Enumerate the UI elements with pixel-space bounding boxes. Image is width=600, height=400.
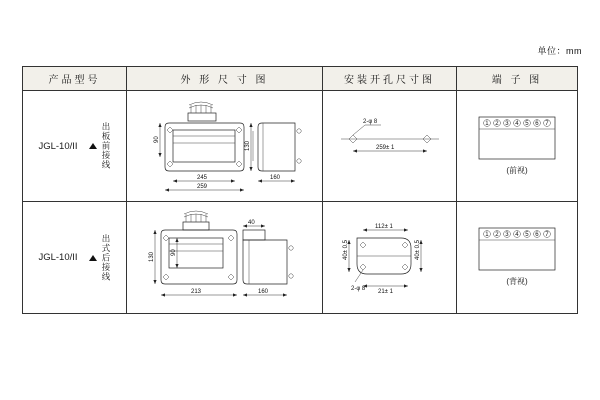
svg-text:2: 2	[495, 232, 499, 239]
header-cell-cutout	[323, 67, 457, 90]
svg-text:3: 3	[505, 121, 509, 128]
svg-text:6: 6	[535, 232, 539, 239]
svg-text:112± 1: 112± 1	[375, 224, 393, 230]
triangle-icon	[89, 255, 97, 261]
svg-text:1: 1	[485, 232, 489, 239]
svg-text:7: 7	[545, 121, 549, 128]
svg-text:6: 6	[535, 121, 539, 128]
header-outline-label: 外 形 尺 寸 图	[180, 75, 269, 86]
svg-text:213: 213	[191, 289, 202, 295]
header-model-label: 产品型号	[48, 75, 101, 86]
row1-cutout-cell	[323, 91, 457, 201]
row2-cutout-cell	[323, 202, 457, 313]
header-cell-terminal	[457, 67, 577, 90]
svg-text:90: 90	[154, 136, 160, 143]
triangle-icon	[89, 143, 97, 149]
row1-outline-cell	[127, 91, 323, 201]
svg-text:130: 130	[245, 140, 251, 151]
row1-mount-label: 出板前接线	[101, 122, 111, 170]
spec-table	[22, 66, 578, 314]
table-row	[23, 202, 577, 313]
row1-terminal-drawing	[457, 91, 577, 201]
svg-text:5: 5	[525, 121, 529, 128]
row2-terminal-cell	[457, 202, 577, 313]
svg-text:40± 0.5: 40± 0.5	[343, 240, 349, 260]
svg-text:5: 5	[525, 232, 529, 239]
row2-terminal-drawing	[457, 202, 577, 313]
row2-mount-label: 出式后接线	[101, 233, 111, 282]
row1-model-text: JGL-10/II	[38, 140, 78, 152]
row1-terminal-caption: (前视)	[506, 166, 528, 175]
svg-text:130: 130	[149, 251, 155, 262]
svg-text:7: 7	[545, 232, 549, 239]
row1-outline-drawing	[127, 91, 322, 201]
row2-model-wrap	[23, 202, 126, 313]
svg-text:2: 2	[495, 121, 499, 128]
row2-outline-drawing	[127, 202, 322, 313]
row2-cutout-drawing	[323, 202, 456, 313]
row1-cutout-drawing	[323, 91, 456, 201]
header-terminal-label: 端 子 图	[491, 75, 543, 86]
svg-text:259± 1: 259± 1	[376, 145, 395, 151]
svg-text:4: 4	[515, 232, 519, 239]
table-header-row	[23, 67, 577, 91]
row1-model-wrap	[23, 91, 126, 201]
svg-text:4: 4	[515, 121, 519, 128]
table-row	[23, 91, 577, 202]
svg-text:40± 0.5: 40± 0.5	[415, 240, 421, 260]
row2-model-text: JGL-10/II	[38, 252, 78, 263]
row2-terminal-caption: (背视)	[506, 277, 528, 286]
svg-text:40: 40	[248, 220, 255, 226]
unit-note: 单位：mm	[537, 46, 582, 56]
svg-text:245: 245	[197, 175, 208, 181]
svg-text:160: 160	[258, 289, 269, 295]
svg-text:2-φ 8: 2-φ 8	[351, 286, 366, 292]
row2-outline-cell	[127, 202, 323, 313]
svg-text:21± 1: 21± 1	[378, 289, 393, 295]
row1-model-cell	[23, 91, 127, 201]
svg-text:2-φ 8: 2-φ 8	[363, 119, 378, 125]
svg-text:3: 3	[505, 232, 509, 239]
svg-text:259: 259	[197, 184, 208, 190]
svg-text:160: 160	[270, 175, 281, 181]
header-cell-model	[23, 67, 127, 90]
row1-terminal-cell	[457, 91, 577, 201]
header-cell-outline	[127, 67, 323, 90]
header-cutout-label: 安装开孔尺寸图	[344, 75, 435, 86]
svg-text:1: 1	[485, 121, 489, 128]
row2-model-cell	[23, 202, 127, 313]
svg-text:90: 90	[171, 249, 177, 256]
